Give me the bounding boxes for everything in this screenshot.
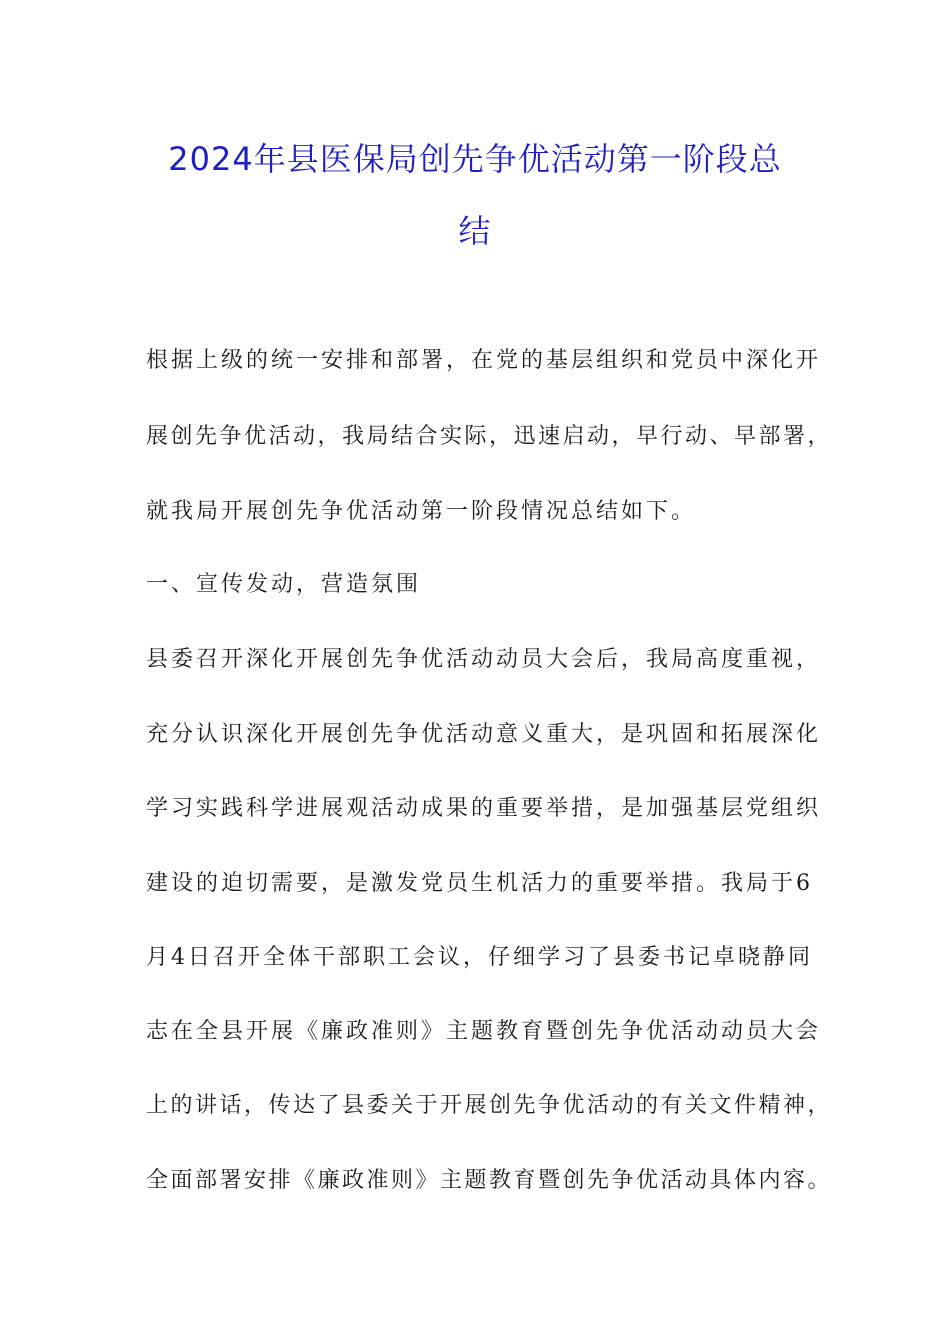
body-text-line: 就我局开展创先争优活动第一阶段情况总结如下。 <box>146 499 697 524</box>
section-heading: 一、宣传发动，营造氛围 <box>146 572 422 597</box>
body-text-line: 充分认识深化开展创先争优活动意义重大，是巩固和拓展深化 <box>146 722 822 747</box>
body-text-line: 根据上级的统一安排和部署，在党的基层组织和党员中深化开 <box>146 348 822 373</box>
document-title-line-2: 结 <box>458 212 492 250</box>
body-text-line: 县委召开深化开展创先争优活动动员大会后，我局高度重视， <box>146 647 822 672</box>
body-text-line: 志在全县开展《廉政准则》主题教育暨创先争优活动动员大会 <box>146 1019 822 1044</box>
body-text-line: 上的讲话，传达了县委关于开展创先争优活动的有关文件精神， <box>146 1093 833 1118</box>
body-text-line: 展创先争优活动，我局结合实际，迅速启动，早行动、早部署， <box>146 424 833 449</box>
body-text-line: 建设的迫切需要，是激发党员生机活力的重要举措。我局于6 <box>146 871 813 896</box>
body-text-line: 全面部署安排《廉政准则》主题教育暨创先争优活动具体内容。 <box>146 1168 833 1193</box>
body-text-line: 月4日召开全体干部职工会议，仔细学习了县委书记卓晓静同 <box>146 945 813 970</box>
document-title-line-1: 2024年县医保局创先争优活动第一阶段总 <box>168 140 782 178</box>
body-text-line: 学习实践科学进展观活动成果的重要举措，是加强基层党组织 <box>146 796 822 821</box>
